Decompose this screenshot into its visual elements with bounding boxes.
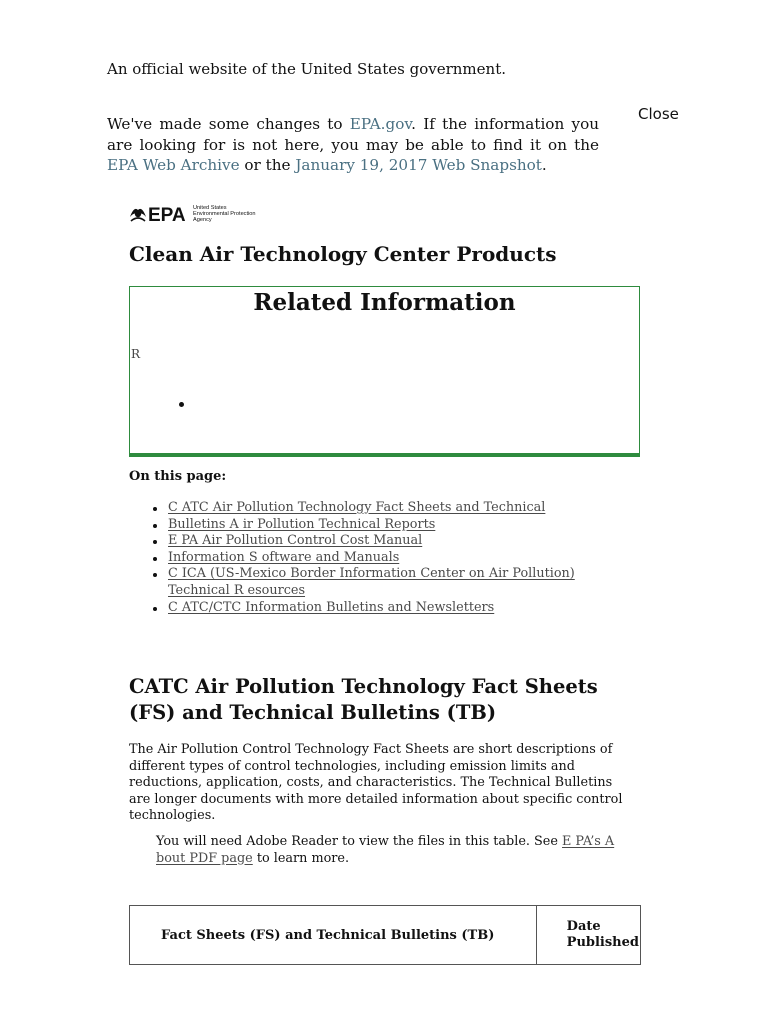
logo-line-2: Environmental Protection: [193, 211, 256, 217]
close-button[interactable]: Close: [638, 105, 679, 123]
adobe-reader-note: [156, 834, 616, 867]
related-information-letter: R: [131, 347, 141, 361]
epa-logo[interactable]: [129, 203, 279, 225]
section-description: The Air Pollution Control Technology Fact Sheets are short descriptions of different types of control technologies, including emission limits and reductions, application, costs, and characteristics. The Technical Bulletins are longer documents with more detailed information about specific control technologies.: [129, 742, 623, 823]
fact-sheets-table: [129, 905, 641, 965]
bullet-icon: [153, 507, 157, 511]
epa-wordmark: EPA: [148, 205, 186, 225]
bullet-icon: [153, 573, 157, 577]
list-item: [151, 550, 611, 567]
on-this-page-heading: On this page:: [129, 469, 227, 484]
list-item: [151, 517, 611, 534]
epa-flower-icon: [130, 209, 146, 221]
web-snapshot-link[interactable]: January 19, 2017 Web Snapshot: [295, 156, 542, 174]
toc-link-technical-reports[interactable]: Bulletins A ir Pollution Technical Reports: [168, 516, 436, 532]
notice-text: .: [541, 156, 547, 174]
related-information-title: Related Information: [253, 289, 516, 316]
list-item: [151, 600, 611, 617]
section-heading: CATC Air Pollution Technology Fact Sheets (FS) and Technical Bulletins (TB): [129, 675, 598, 724]
bullet-icon: [153, 540, 157, 544]
bullet-icon: [153, 524, 157, 528]
epa-gov-link[interactable]: EPA.gov: [349, 115, 412, 133]
gov-banner: An official website of the United States government.: [107, 60, 506, 78]
bullet-icon: [153, 557, 157, 561]
bullet-icon: [179, 402, 184, 407]
logo-line-1: United States: [193, 205, 227, 211]
logo-line-3: Agency: [193, 217, 212, 223]
bullet-icon: [153, 607, 157, 611]
list-item: [151, 533, 611, 550]
reader-note-text: You will need Adobe Reader to view the files in this table. See: [156, 834, 563, 849]
toc-link-bulletins-newsletters[interactable]: C ATC/CTC Information Bulletins and Newsletters: [168, 599, 495, 615]
list-item: [151, 566, 611, 599]
about-pdf-link[interactable]: E PA’s A bout PDF page: [156, 834, 615, 866]
on-this-page-list: [151, 500, 611, 616]
toc-link-cica-resources[interactable]: C ICA (US-Mexico Border Information Center on Air Pollution) Technical R esources: [168, 566, 575, 598]
column-header-date: Date Published: [536, 906, 640, 965]
column-header-title: Fact Sheets (FS) and Technical Bulletins (TB): [130, 906, 537, 965]
web-archive-link[interactable]: EPA Web Archive: [107, 156, 240, 174]
related-information-box: [129, 286, 640, 457]
site-change-notice: [107, 114, 599, 176]
notice-text: or the: [239, 156, 296, 174]
list-item: [151, 500, 611, 517]
reader-note-text: to learn more.: [252, 850, 350, 866]
toc-link-fact-sheets[interactable]: C ATC Air Pollution Technology Fact Sheets and Technical: [168, 500, 546, 515]
notice-text: We've made some changes to: [107, 115, 350, 133]
table-header-row: [130, 906, 641, 965]
toc-link-software-manuals[interactable]: Information S oftware and Manuals: [168, 549, 400, 565]
toc-link-cost-manual[interactable]: E PA Air Pollution Control Cost Manual: [168, 533, 423, 549]
notice-text: . If the information you are looking for is not here, you may be able to find it on the: [107, 115, 599, 154]
page-title: Clean Air Technology Center Products: [129, 242, 557, 266]
